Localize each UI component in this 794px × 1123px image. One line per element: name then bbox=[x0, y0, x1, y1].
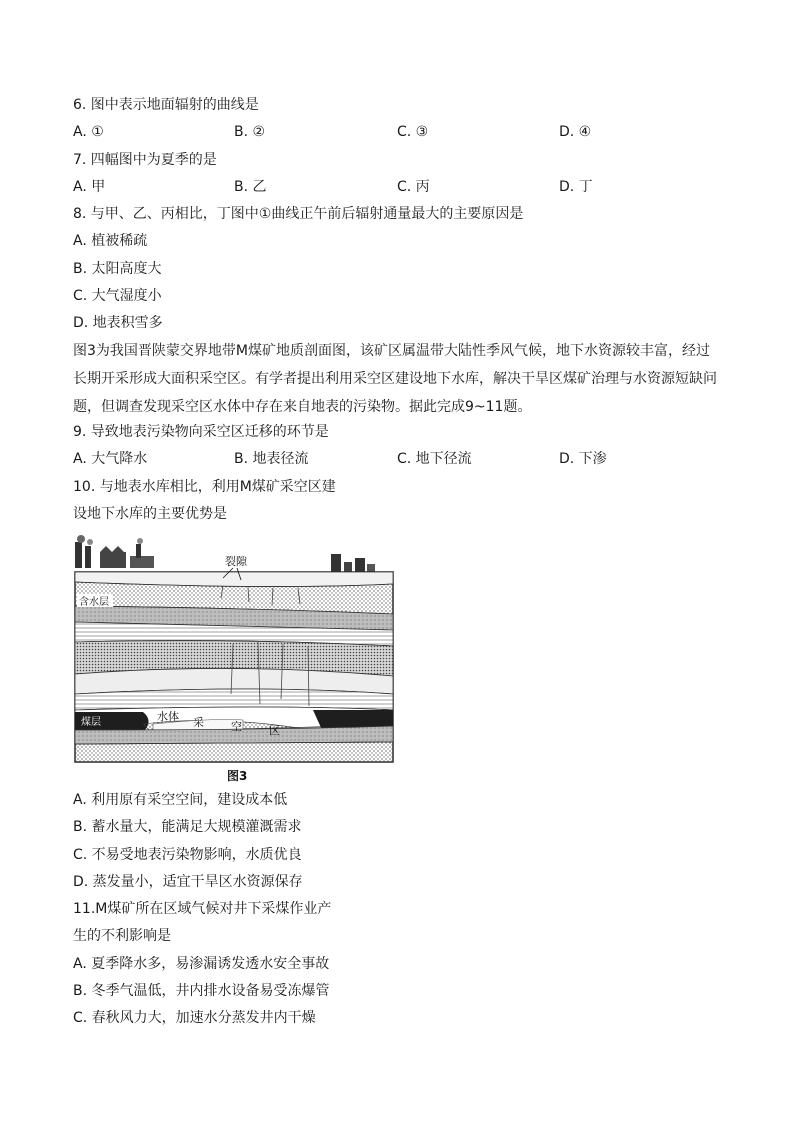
q7-option-b[interactable]: B. 乙 bbox=[234, 179, 267, 195]
q9-option-b[interactable]: B. 地表径流 bbox=[234, 451, 309, 467]
q7-options bbox=[73, 178, 733, 196]
goaf-label-2: 空 bbox=[231, 720, 242, 733]
q6-option-d[interactable]: D. ④ bbox=[559, 124, 592, 140]
q7-option-d[interactable]: D. 丁 bbox=[559, 179, 593, 195]
q10-stem-line2: 设地下水库的主要优势是 bbox=[73, 506, 227, 522]
geological-section-figure bbox=[73, 534, 397, 784]
material-paragraph bbox=[73, 337, 723, 421]
q9-options bbox=[73, 450, 733, 468]
q11-option-a[interactable]: A. 夏季降水多，易渗漏诱发透水安全事故 bbox=[73, 956, 330, 972]
q7-option-a[interactable]: A. 甲 bbox=[73, 179, 106, 195]
q8-option-d[interactable]: D. 地表积雪多 bbox=[73, 315, 163, 331]
geological-section-diagram bbox=[73, 534, 397, 784]
q9-option-c[interactable]: C. 地下径流 bbox=[397, 451, 472, 467]
goaf-label-3: 区 bbox=[269, 724, 280, 737]
q8-option-c[interactable]: C. 大气湿度小 bbox=[73, 288, 162, 304]
material-line: 题，但调查发现采空区水体中存在来自地表的污染物。据此完成9~11题。 bbox=[73, 399, 532, 415]
q7-option-c[interactable]: C. 丙 bbox=[397, 179, 430, 195]
q11-option-b[interactable]: B. 冬季气温低，井内排水设备易受冻爆管 bbox=[73, 983, 330, 999]
q6-stem: 6. 图中表示地面辐射的曲线是 bbox=[73, 97, 259, 113]
q6-option-a[interactable]: A. ① bbox=[73, 124, 104, 140]
q9-option-d[interactable]: D. 下渗 bbox=[559, 451, 607, 467]
q10-option-a[interactable]: A. 利用原有采空空间，建设成本低 bbox=[73, 792, 288, 808]
q8-option-a[interactable]: A. 植被稀疏 bbox=[73, 233, 148, 249]
q11-stem-line2: 生的不利影响是 bbox=[73, 928, 171, 944]
q6-option-b[interactable]: B. ② bbox=[234, 124, 266, 140]
material-line: 长期开采形成大面积采空区。有学者提出利用采空区建设地下水库，解决干旱区煤矿治理与水资源短缺问 bbox=[73, 371, 717, 387]
goaf-label-1: 采 bbox=[193, 716, 204, 729]
crack-label: 裂隙 bbox=[225, 555, 247, 568]
water-body-label: 水体 bbox=[157, 710, 179, 723]
q6-option-c[interactable]: C. ③ bbox=[397, 124, 429, 140]
q8-option-b[interactable]: B. 太阳高度大 bbox=[73, 261, 162, 277]
q9-option-a[interactable]: A. 大气降水 bbox=[73, 451, 148, 467]
q10-stem-line1: 10. 与地表水库相比，利用M煤矿采空区建 bbox=[73, 479, 336, 495]
q10-option-b[interactable]: B. 蓄水量大，能满足大规模灌溉需求 bbox=[73, 819, 302, 835]
q9-stem: 9. 导致地表污染物向采空区迁移的环节是 bbox=[73, 424, 329, 440]
q10-option-c[interactable]: C. 不易受地表污染物影响，水质优良 bbox=[73, 847, 302, 863]
q6-options bbox=[73, 123, 733, 141]
aquifer-label: 含水层 bbox=[79, 597, 109, 608]
figure-caption: 图3 bbox=[227, 769, 248, 783]
q11-option-c[interactable]: C. 春秋风力大，加速水分蒸发井内干燥 bbox=[73, 1010, 316, 1026]
material-line: 图3为我国晋陕蒙交界地带M煤矿地质剖面图，该矿区属温带大陆性季风气候，地下水资源较丰富，经过 bbox=[73, 343, 710, 359]
coal-seam-label: 煤层 bbox=[81, 717, 101, 728]
q10-option-d[interactable]: D. 蒸发量小，适宜干旱区水资源保存 bbox=[73, 874, 303, 890]
q11-stem-line1: 11.M煤矿所在区域气候对井下采煤作业产 bbox=[73, 901, 332, 917]
q8-stem: 8. 与甲、乙、丙相比，丁图中①曲线正午前后辐射通量最大的主要原因是 bbox=[73, 206, 524, 222]
factory-icons bbox=[75, 535, 154, 568]
q7-stem: 7. 四幅图中为夏季的是 bbox=[73, 152, 217, 168]
